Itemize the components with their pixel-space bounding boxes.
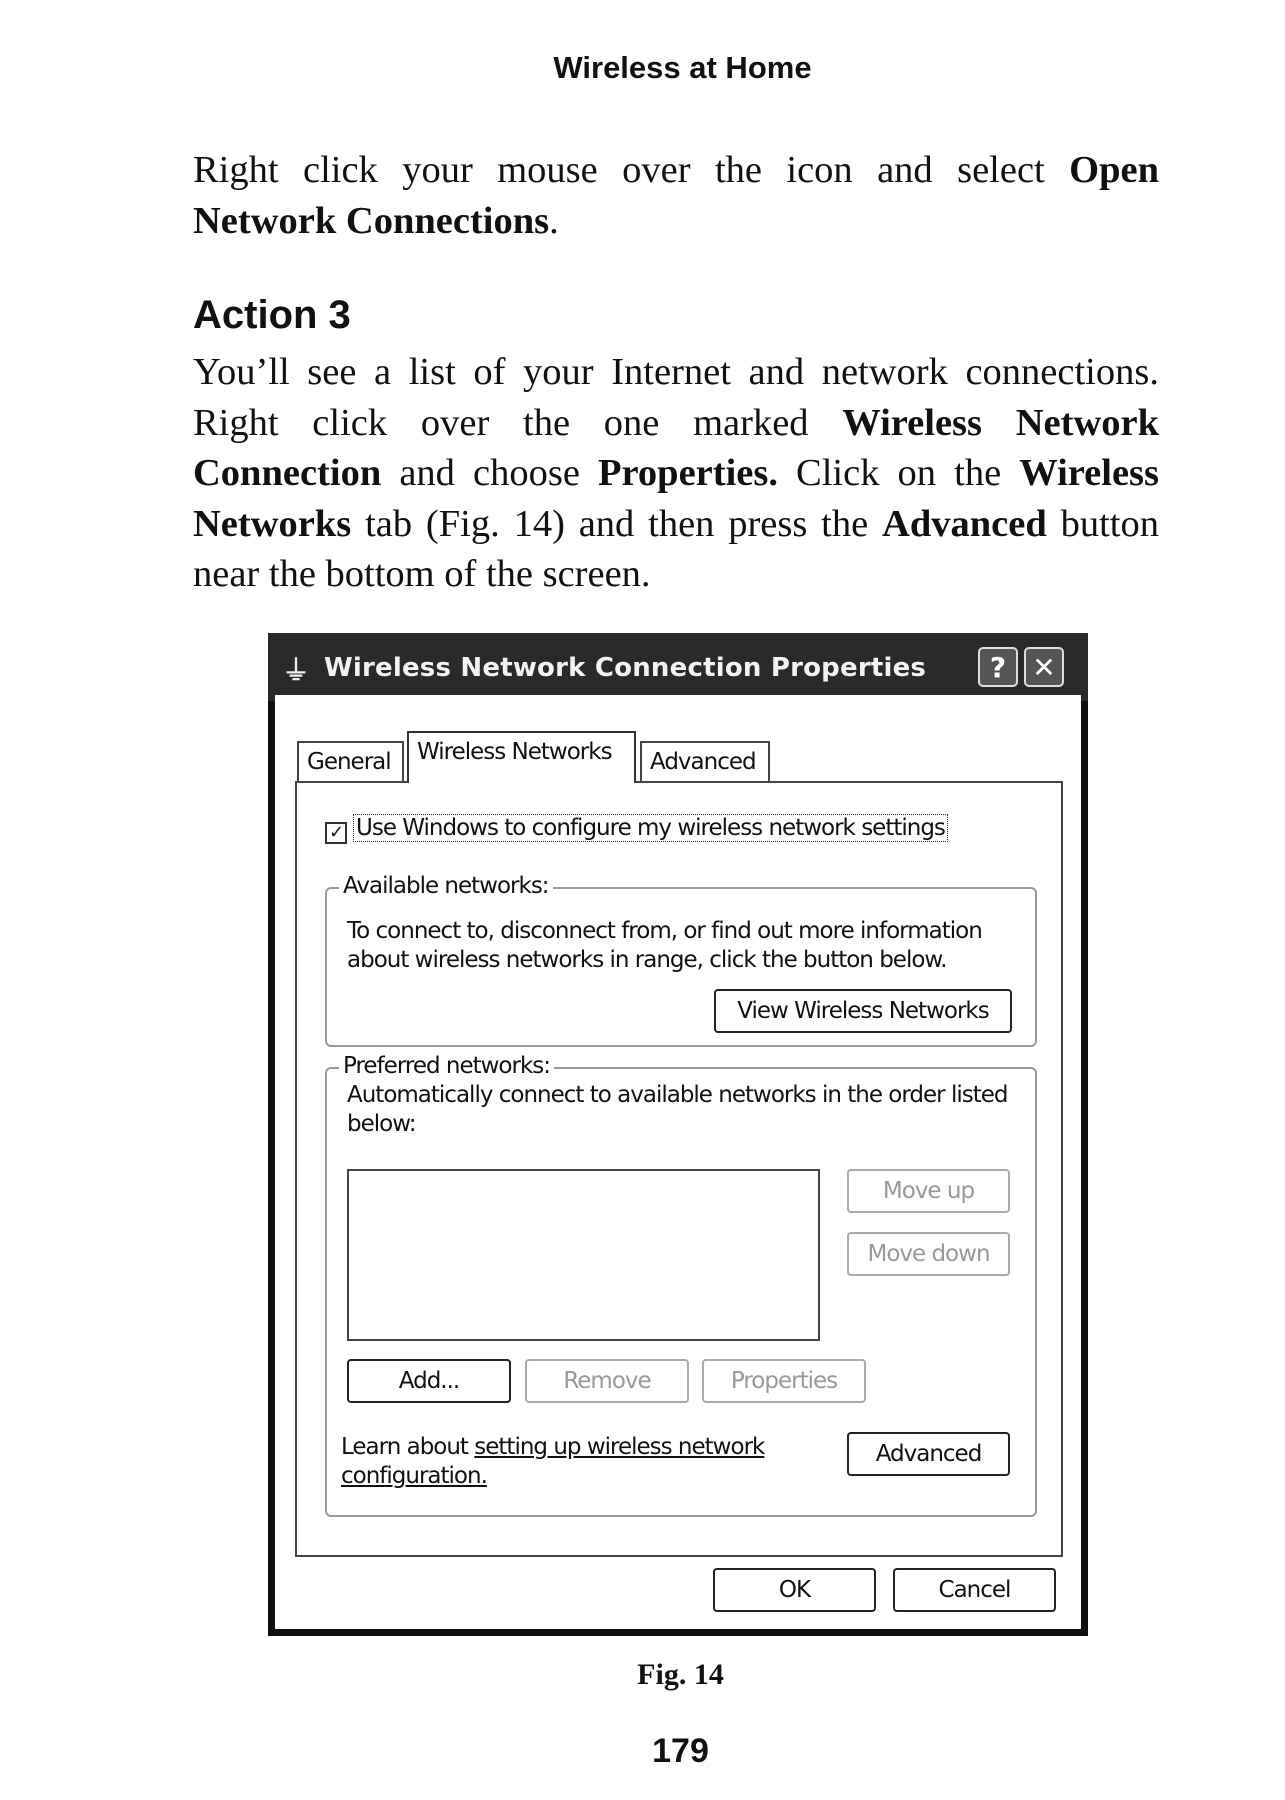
- use-windows-checkbox[interactable]: ✓: [325, 822, 347, 844]
- properties-dialog-screenshot: [268, 633, 1088, 1636]
- move-down-button[interactable]: Move down: [847, 1232, 1010, 1276]
- available-networks-group: [325, 873, 1037, 1047]
- preferred-networks-info-line-2: below:: [347, 1111, 416, 1137]
- para2-bold-advanced: Advanced: [882, 502, 1047, 545]
- para2-text-1: You’ll see a list of your Internet and network connections. Right click over the one marked: [193, 351, 1159, 444]
- ok-button[interactable]: OK: [713, 1568, 876, 1612]
- view-wireless-networks-button[interactable]: View Wireless Networks: [714, 989, 1012, 1033]
- paragraph-action-3: [193, 347, 1159, 600]
- learn-about-link[interactable]: setting up wireless network: [474, 1434, 765, 1460]
- page-number: 179: [652, 1732, 709, 1770]
- para2-text-2: and choose: [381, 452, 598, 494]
- para2-text-3: Click on the: [777, 452, 1020, 494]
- figure-caption: Fig. 14: [637, 1658, 724, 1691]
- action-heading: Action 3: [193, 293, 351, 337]
- close-button[interactable]: ✕: [1024, 647, 1064, 687]
- add-button[interactable]: Add...: [347, 1359, 511, 1403]
- para2-bold-wireless-network-connection: Wireless Network Connection: [193, 401, 1159, 494]
- preferred-networks-legend: Preferred networks:: [339, 1053, 554, 1079]
- learn-about-line-2: [341, 1462, 487, 1491]
- running-head: Wireless at Home: [553, 50, 812, 85]
- preferred-networks-group: [325, 1053, 1037, 1517]
- para1-text-2: .: [549, 199, 559, 242]
- learn-about-link-continued[interactable]: configuration.: [341, 1463, 487, 1489]
- properties-button[interactable]: Properties: [702, 1359, 866, 1403]
- use-windows-checkbox-row[interactable]: [325, 815, 948, 844]
- available-networks-legend: Available networks:: [339, 873, 553, 899]
- dialog-title: Wireless Network Connection Properties: [324, 653, 927, 683]
- move-up-button[interactable]: Move up: [847, 1169, 1010, 1213]
- use-windows-checkbox-label[interactable]: Use Windows to configure my wireless network settings: [353, 814, 948, 842]
- tab-wireless-networks[interactable]: Wireless Networks: [407, 731, 636, 783]
- tab-general[interactable]: General: [297, 741, 404, 781]
- para2-text-5: button near the bottom of the screen.: [193, 502, 1159, 595]
- paragraph-intro: [193, 145, 1159, 246]
- advanced-button[interactable]: Advanced: [847, 1432, 1010, 1476]
- dialog-title-bar: [268, 633, 1088, 701]
- network-connection-icon: ⏚: [282, 654, 311, 687]
- tab-advanced[interactable]: Advanced: [640, 741, 770, 781]
- remove-button[interactable]: Remove: [525, 1359, 689, 1403]
- para1-bold-open-network-connections: Open Network Connections: [193, 149, 1159, 242]
- para2-bold-wireless-networks: Wireless Networks: [193, 452, 1159, 545]
- wireless-networks-panel: [295, 781, 1063, 1557]
- para2-bold-properties: Properties.: [598, 452, 778, 494]
- available-networks-info-line-2: about wireless networks in range, click the button below.: [347, 947, 947, 973]
- para1-text-1: Right click your mouse over the icon and select: [193, 149, 1070, 191]
- para2-text-4: tab (Fig. 14) and then press the: [351, 502, 883, 545]
- preferred-networks-info-line-1: Automatically connect to available networks in the order listed: [347, 1082, 1008, 1108]
- learn-about-prefix: Learn about: [341, 1434, 475, 1460]
- cancel-button[interactable]: Cancel: [893, 1568, 1056, 1612]
- learn-about-line-1: [341, 1433, 764, 1462]
- dialog-client-area: [275, 695, 1081, 1629]
- help-button[interactable]: ?: [978, 647, 1018, 687]
- available-networks-info-line-1: To connect to, disconnect from, or find out more information: [347, 918, 982, 944]
- preferred-networks-list[interactable]: [347, 1169, 820, 1341]
